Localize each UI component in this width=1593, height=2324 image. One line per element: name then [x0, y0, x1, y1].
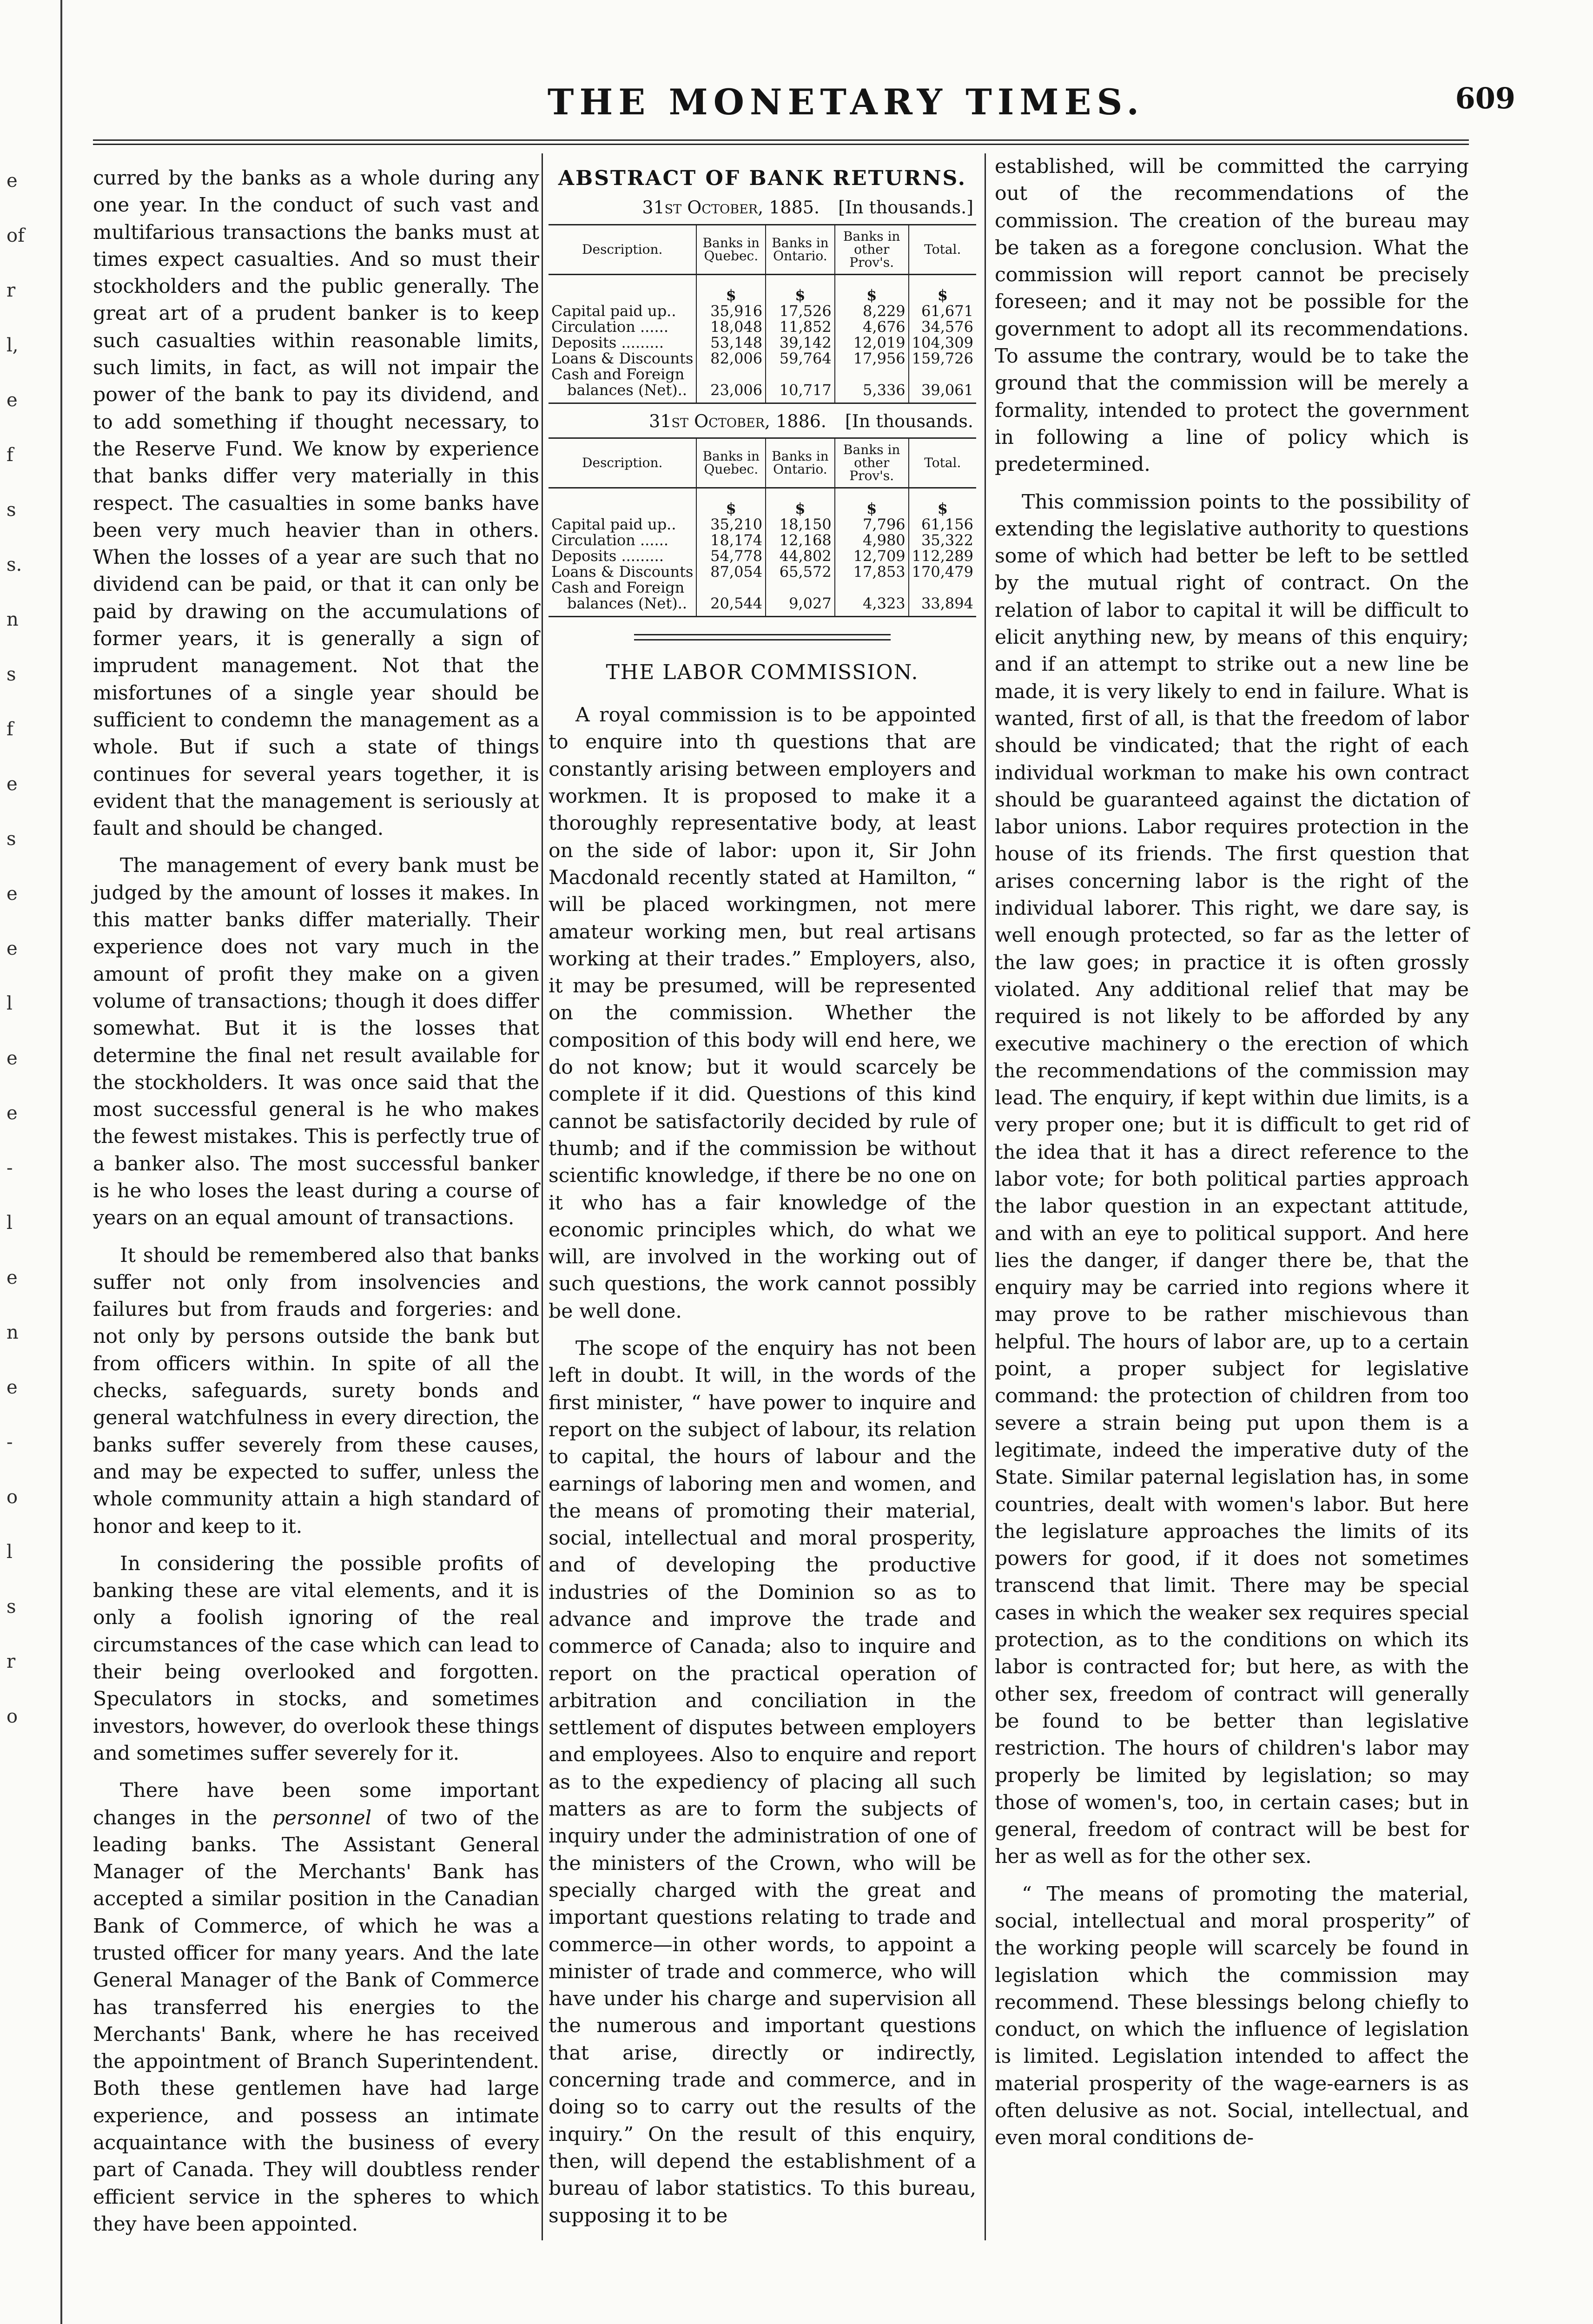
column-header: Banks in Ontario.: [766, 438, 835, 488]
column-header: Total.: [909, 438, 976, 488]
article-paragraph: established, will be committed the carrying out of the recommendations of the commission. The creation of the bureau may be taken as a foregone conclusion. What the commission will report cannot be precisely foreseen; and it may not be possible for the government to adopt all its recommendations. To assume the contrary, would be to take the ground that the commission will be merely a formality, intended to protect the government in following a line of policy which is predetermined.: [995, 155, 1469, 476]
article-paragraph: The scope of the enquiry has not been left in doubt. It will, in the words of the first minister, “ have power to inquire and report on the subject of labour, its relation to capital, the hours of labour and the earnings of laboring men and women, and the means of promoting their material, social, intellectual and moral prosperity, and of developing the productive industries of the Dominion so as to advance and improve the trade and commerce of Canada; also to inquire and report on the practical operation of arbitration and conciliation in the settlement of disputes between employers and employees. Also to enquire and report as to the expediency of placing all such matters as are to form the subjects of inquiry under the administration of one of the ministers of the Crown, who will be specially charged with the great and important questions relating to trade and commerce—in other words, to appoint a minister of trade and commerce, who will have under his charge and supervision all the numerous and important questions that arise, directly or indirectly, concerning trade and commerce, and in doing so to carry out the results of the inquiry.” On the result of this enquiry, then, will depend the establishment of a bureau of labor statistics. To this bureau, supposing it to be: [549, 1337, 976, 2227]
column-header: Banks in Quebec.: [696, 438, 766, 488]
margin-fragment: o: [7, 1486, 18, 1508]
column-divider: [542, 153, 543, 2240]
value-cell: 35,916: [696, 303, 766, 319]
row-label-cell: balances (Net)..: [549, 595, 696, 617]
value-cell: [696, 366, 766, 382]
table-row: [549, 580, 976, 595]
currency-cell: [549, 274, 696, 303]
right-column: [995, 153, 1469, 2162]
column-header: Description.: [549, 224, 696, 274]
value-cell: 17,853: [835, 564, 909, 580]
table-header-row: [549, 438, 976, 488]
table-row: [549, 350, 976, 366]
margin-fragment: f: [7, 719, 13, 740]
value-cell: 18,174: [696, 532, 766, 548]
value-cell: 17,526: [766, 303, 835, 319]
column-header: Banks in other Prov's.: [835, 224, 909, 274]
value-cell: 20,544: [696, 595, 766, 617]
currency-cell: $: [835, 274, 909, 303]
margin-fragment: s.: [7, 554, 22, 575]
column-divider: [985, 153, 986, 2240]
currency-row: [549, 488, 976, 516]
value-cell: 87,054: [696, 564, 766, 580]
margin-fragment: e: [7, 938, 18, 959]
value-cell: 170,479: [909, 564, 976, 580]
row-label-cell: Deposits .........: [551, 333, 664, 351]
margin-fragment: e: [7, 773, 18, 795]
currency-cell: $: [696, 488, 766, 516]
value-cell: 4,980: [835, 532, 909, 548]
value-cell: 35,322: [909, 532, 976, 548]
column-header: Banks in other Prov's.: [835, 438, 909, 488]
row-label-cell: Cash and Foreign: [551, 365, 685, 383]
value-cell: 10,717: [766, 382, 835, 403]
column-header: Description.: [549, 438, 696, 488]
header-rule: [93, 139, 1469, 145]
row-label-cell: Cash and Foreign: [551, 578, 685, 596]
table-row: [549, 516, 976, 532]
value-cell: 44,802: [766, 548, 835, 564]
left-column: [93, 165, 539, 2248]
margin-fragment: r: [7, 280, 16, 301]
table-date: 31st October, 1885.: [642, 197, 820, 218]
value-cell: [909, 580, 976, 595]
margin-fragment: e: [7, 1103, 18, 1124]
currency-cell: $: [909, 488, 976, 516]
value-cell: 39,142: [766, 335, 835, 350]
article-paragraph: [93, 1777, 539, 2238]
value-cell: 18,150: [766, 516, 835, 532]
margin-fragment: s: [7, 664, 16, 685]
masthead: THE MONETARY TIMES.: [547, 81, 1145, 123]
table-row: [549, 319, 976, 335]
adjacent-page-fragments: [7, 153, 25, 1744]
currency-cell: $: [766, 488, 835, 516]
value-cell: [835, 580, 909, 595]
margin-fragment: l,: [7, 335, 19, 356]
value-cell: 33,894: [909, 595, 976, 617]
row-label-cell: Loans & Discounts: [551, 562, 694, 581]
margin-fragment: l: [7, 993, 13, 1014]
article-paragraph: “ The means of promoting the material, social, intellectual and moral prosperity” of the working people will scarcely be found in legislation which the commission may recommend. These blessings belong chiefly to conduct, on which the influence of legislation is limited. Legislation intended to affect the material prosperity of the wage-earners is as often delusive as not. Social, intellectual, and even moral conditions de-: [995, 1882, 1469, 2150]
table-date-line: [549, 408, 976, 435]
row-label-cell: Circulation ......: [551, 317, 669, 336]
value-cell: 82,006: [696, 350, 766, 366]
margin-fragment: r: [7, 1651, 16, 1672]
value-cell: 4,323: [835, 595, 909, 617]
value-cell: 5,336: [835, 382, 909, 403]
column-header: Banks in Quebec.: [696, 224, 766, 274]
value-cell: 61,156: [909, 516, 976, 532]
table-row: [549, 303, 976, 319]
row-label-cell: Deposits .........: [551, 547, 664, 565]
value-cell: 12,709: [835, 548, 909, 564]
value-cell: 59,764: [766, 350, 835, 366]
margin-fragment: n: [7, 609, 19, 630]
value-cell: 11,852: [766, 319, 835, 335]
margin-fragment: e: [7, 390, 18, 411]
table-date: 31st October, 1886.: [649, 410, 826, 431]
value-cell: 4,676: [835, 319, 909, 335]
value-cell: 35,210: [696, 516, 766, 532]
table-row: [549, 595, 976, 617]
currency-cell: [549, 488, 696, 516]
row-label-cell: Circulation ......: [551, 531, 669, 549]
margin-fragment: l: [7, 1212, 13, 1234]
margin-fragment: -: [7, 1432, 13, 1453]
paragraph-text: of two of the leading banks. The Assistant General Manager of the Merchants' Bank has accepted a similar position in the Canadian Bank of Commerce, of which he was a trusted officer for many years. And the late General Manager of the Bank of Commerce has transferred his energies to the Merchants' Bank, where he has received the appointment of Branch Superintendent. Both these gentlemen have had large experience, and possess an intimate acquaintance with the business of every part of Canada. They will doubtless render efficient service in the spheres to which they have been appointed.: [93, 1806, 539, 2236]
table-header-row: [549, 224, 976, 274]
table-unit: [In thousands.]: [838, 197, 973, 218]
row-label-cell: Capital paid up..: [551, 302, 676, 320]
margin-fragment: s: [7, 1596, 16, 1618]
value-cell: 159,726: [909, 350, 976, 366]
value-cell: [909, 366, 976, 382]
value-cell: 54,778: [696, 548, 766, 564]
row-label-cell: Capital paid up..: [551, 515, 676, 533]
value-cell: 53,148: [696, 335, 766, 350]
value-cell: 12,168: [766, 532, 835, 548]
abstract-title: ABSTRACT OF BANK RETURNS.: [558, 166, 967, 190]
italic-word: personnel: [272, 1806, 372, 1829]
value-cell: 39,061: [909, 382, 976, 403]
value-cell: 61,671: [909, 303, 976, 319]
value-cell: [696, 580, 766, 595]
value-cell: 112,289: [909, 548, 976, 564]
value-cell: 23,006: [696, 382, 766, 403]
margin-fragment: s: [7, 828, 16, 850]
bank-returns-table-1886: [549, 437, 976, 617]
paragraph-text: There have been some important changes in the: [93, 1779, 539, 1829]
table-date-line: [549, 194, 976, 221]
currency-cell: $: [909, 274, 976, 303]
section-divider: [634, 634, 891, 640]
article-paragraph: In considering the possible profits of banking these are vital elements, and it is only a foolish ignoring of the real circumstances of the case which can lead to their being overlooked and forgotten. Speculators in stocks, and sometimes investors, however, do overlook these things and sometimes suffer severely for it.: [93, 1552, 539, 1765]
column-header: Banks in Ontario.: [766, 224, 835, 274]
margin-fragment: -: [7, 1157, 13, 1179]
value-cell: [766, 580, 835, 595]
margin-fragment: e: [7, 883, 18, 905]
margin-fragment: s: [7, 499, 16, 521]
article-paragraph: The management of every bank must be judged by the amount of losses it makes. In this matter banks differ materially. Their experience does not vary much in the amount of profit they make on a given volume of transactions; though it does differ somewhat. But it is the losses that determine the final net result available for the stockholders. It was once said that the most successful general is he who makes the fewest mistakes. This is perfectly true of a banker also. The most successful banker is he who loses the least during a course of years on an equal amount of transactions.: [93, 854, 539, 1230]
value-cell: [766, 366, 835, 382]
article-paragraph: A royal commission is to be appointed to enquire into th questions that are constantly arising between employers and workmen. It is proposed to make it a thoroughly representative body, at least on the side of labor: upon it, Sir John Macdonald recently stated at Hamilton, “ will be placed workingmen, not mere amateur working men, but real artisans working at their trades.” Employers, also, it may be presumed, will be represented on the commission. Whether the composition of this body will end here, we do not know; but it would scarcely be complete if it did. Questions of this kind cannot be satisfactorily decided by rule of thumb; and if the commission be without scientific knowledge, if there be no one on it who has a fair knowledge of the economic principles which, do what we will, are involved in the working out of such questions, the work cannot possibly be well done.: [549, 704, 976, 1323]
margin-fragment: l: [7, 1541, 13, 1563]
middle-column: [549, 165, 976, 2240]
adjacent-page-edge: [0, 0, 62, 2324]
value-cell: 17,956: [835, 350, 909, 366]
margin-fragment: e: [7, 1267, 18, 1288]
currency-cell: $: [696, 274, 766, 303]
table-row: [549, 335, 976, 350]
margin-fragment: e: [7, 1048, 18, 1069]
margin-fragment: e: [7, 1377, 18, 1398]
value-cell: 34,576: [909, 319, 976, 335]
table-unit: [In thousands.: [845, 410, 973, 431]
value-cell: 18,048: [696, 319, 766, 335]
table-row: [549, 564, 976, 580]
margin-fragment: f: [7, 444, 13, 466]
value-cell: [835, 366, 909, 382]
page-header: [93, 81, 1515, 137]
value-cell: 9,027: [766, 595, 835, 617]
article-paragraph: curred by the banks as a whole during any one year. In the conduct of such vast and multifarious transactions the banks must at times expect casualties. And so must their stockholders and the public generally. The great art of a prudent banker is to keep such casualties within reasonable limits, such limits, in fact, as will not impair the power of the bank to pay its dividend, and to add something if thought necessary, to the Reserve Fund. We know by experience that banks differ very materially in this respect. The casualties in some banks have been very much heavier than in others. When the losses of a year are such that no dividend can be paid, or that it can only be paid by drawing on the accumulations of former years, it is generally a sign of imprudent management. Not that the misfortunes of a single year should be sufficient to condemn the management as a whole. But if such a state of things continues for several years together, it is evident that the management is seriously at fault and should be changed.: [93, 167, 539, 840]
row-label-cell: balances (Net)..: [549, 382, 696, 403]
row-label-cell: Loans & Discounts: [551, 349, 694, 367]
page-number: 609: [1455, 81, 1515, 115]
margin-fragment: of: [7, 225, 25, 246]
table-row: [549, 366, 976, 382]
value-cell: 65,572: [766, 564, 835, 580]
bank-returns-table-1885: [549, 224, 976, 404]
column-header: Total.: [909, 224, 976, 274]
article-paragraph: It should be remembered also that banks suffer not only from insolvencies and failures but from frauds and forgeries: and not only by persons outside the bank but from officers within. In spite of all the checks, safeguards, surety bonds and general watchfulness in every direction, the banks suffer severely from these causes, and may be expected to suffer, unless the whole community attain a high standard of honor and keep to it.: [93, 1244, 539, 1538]
table-row: [549, 532, 976, 548]
currency-row: [549, 274, 976, 303]
table-row: [549, 548, 976, 564]
currency-cell: $: [766, 274, 835, 303]
section-title: THE LABOR COMMISSION.: [606, 660, 919, 684]
value-cell: 7,796: [835, 516, 909, 532]
value-cell: 104,309: [909, 335, 976, 350]
value-cell: 12,019: [835, 335, 909, 350]
article-paragraph: This commission points to the possibility of extending the legislative authority to questions some of which had better be left to be settled by the mutual right of contract. On the relation of labor to capital it will be difficult to elicit anything new, by means of this enquiry; and if an attempt to strike out a new line be made, it is very likely to end in failure. What is wanted, first of all, is that the freedom of labor should be vindicated; that the right of each individual workman to make his own contract should be guaranteed against the dictation of labor unions. Labor requires protection in the house of its friends. The first question that arises concerning labor is the right of the individual laborer. This right, we dare say, is well enough protected, so far as the letter of the law goes; in practice it is often grossly violated. Any additional relief that may be required is not likely to be afforded by any executive machinery o the erection of which the recommendations of the commission may lead. The enquiry, if kept within due limits, is a very proper one; but it is difficult to get rid of the idea that it has a direct reference to the labor vote; for both political parties approach the labor question in an expectant attitude, and with an eye to political support. And here lies the danger, if danger there be, that the enquiry may be carried into regions where it may prove to be rather mischievous than helpful. The hours of labor are, up to a certain point, a proper subject for legislative command: the protection of children from too severe a strain being put upon them is a legitimate, indeed the imperative duty of the State. Similar paternal legislation has, in some countries, dealt with women's labor. But here the legislature approaches the limits of its powers for good, if it does not sometimes transcend that limit. There may be special cases in which the weaker sex requires special protection, as to the conditions on which its labor is contracted for; but here, as with the other sex, freedom of contract will generally be found to be better than legislative restriction. The hours of children's labor may properly be limited by legislation; so may those of women's, too, in certain cases; but in general, freedom of contract will be best for her as well as for the other sex.: [995, 490, 1469, 1868]
currency-cell: $: [835, 488, 909, 516]
margin-fragment: o: [7, 1706, 18, 1727]
margin-fragment: e: [7, 170, 18, 191]
table-row: [549, 382, 976, 403]
value-cell: 8,229: [835, 303, 909, 319]
margin-fragment: n: [7, 1322, 19, 1343]
